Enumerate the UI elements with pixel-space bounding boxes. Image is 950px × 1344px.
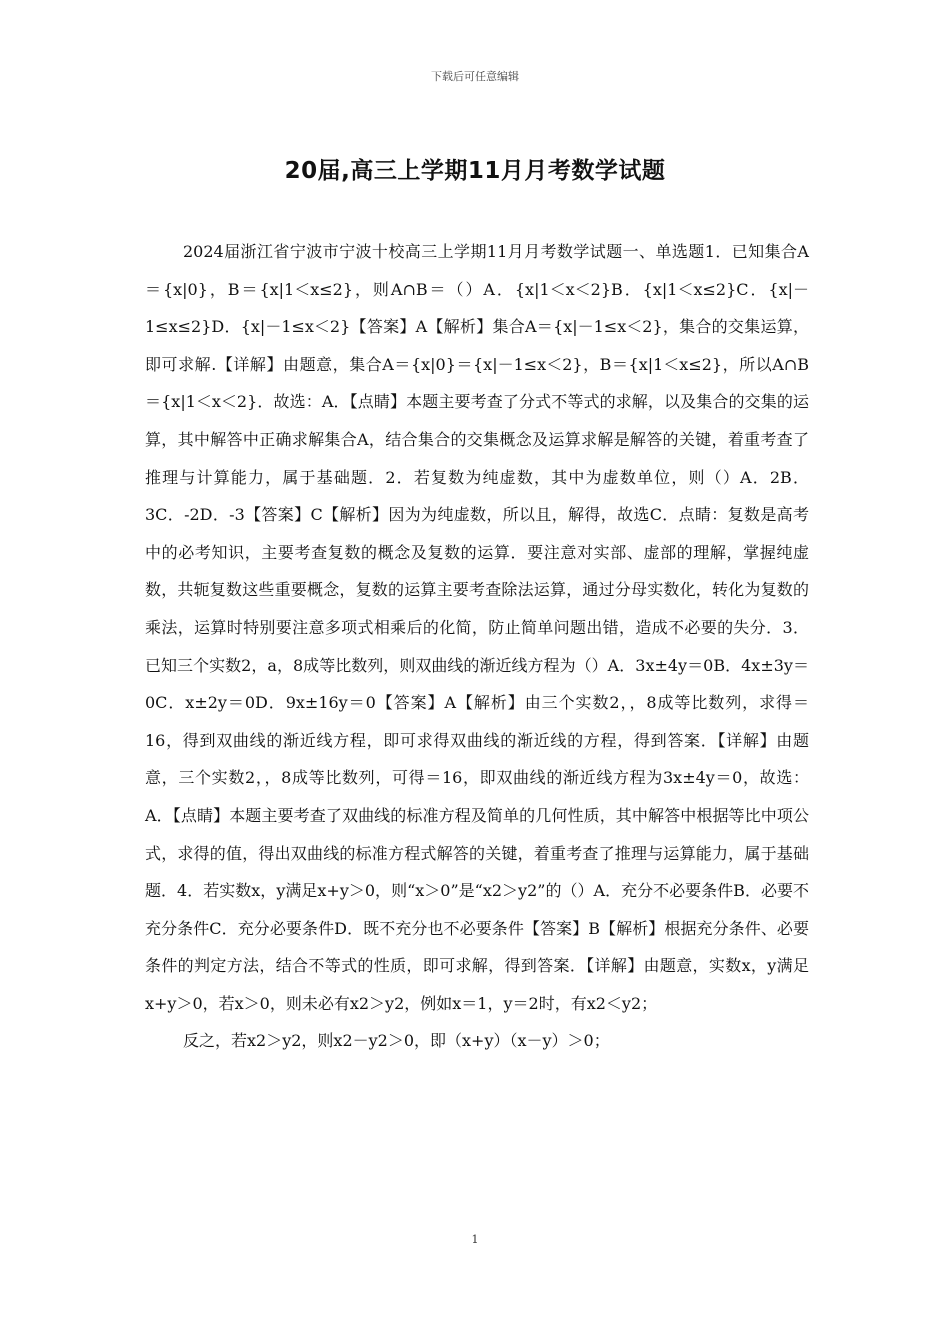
document-body xyxy=(145,233,809,1060)
body-paragraph-1: 2024届浙江省宁波市宁波十校高三上学期11月月考数学试题一、单选题1．已知集合A＝{x|0}，B＝{x|1＜x≤2}，则A∩B＝（）A．{x|1＜x＜2}B．{x|1＜x≤2}C．{x|－1≤x≤2}D．{x|－1≤x＜2}【答案】A【解析】集合A＝{x|－1≤x＜2}，集合的交集运算，即可求解.【详解】由题意，集合A＝{x|0}＝{x|－1≤x＜2}，B＝{x|1＜x≤2}，所以A∩B＝{x|1＜x＜2}．故选：A．【点睛】本题主要考查了分式不等式的求解，以及集合的交集的运算，其中解答中正确求解集合A，结合集合的交集概念及运算求解是解答的关键，着重考查了推理与计算能力，属于基础题．2．若复数为纯虚数，其中为虚数单位，则（）A．2B．3C．-2D．-3【答案】C【解析】因为为纯虚数，所以且，解得，故选C．点睛：复数是高考中的必考知识，主要考查复数的概念及复数的运算．要注意对实部、虚部的理解，掌握纯虚数，共轭复数这些重要概念，复数的运算主要考查除法运算，通过分母实数化，转化为复数的乘法，运算时特别要注意多项式相乘后的化简，防止简单问题出错，造成不必要的失分．3．已知三个实数2，a，8成等比数列，则双曲线的渐近线方程为（）A．3x±4y＝0B．4x±3y＝0C．x±2y＝0D．9x±16y＝0【答案】A【解析】由三个实数2，，8成等比数列，求得＝16，得到双曲线的渐近线方程，即可求得双曲线的渐近线的方程，得到答案．【详解】由题意，三个实数2，，8成等比数列，可得＝16，即双曲线的渐近线方程为3x±4y＝0，故选：A．【点睛】本题主要考查了双曲线的标准方程及简单的几何性质，其中解答中根据等比中项公式，求得的值，得出双曲线的标准方程式解答的关键，着重考查了推理与运算能力，属于基础题．4．若实数x，y满足x+y＞0，则“x＞0”是“x2＞y2”的（）A．充分不必要条件B．必要不充分条件C．充分必要条件D．既不充分也不必要条件【答案】B【解析】根据充分条件、必要条件的判定方法，结合不等式的性质，即可求解，得到答案．【详解】由题意，实数x，y满足x+y＞0，若x＞0，则未必有x2＞y2，例如x＝1，y＝2时，有x2＜y2； xyxy=(145,242,809,1013)
document-title: 20届,高三上学期11月月考数学试题 xyxy=(284,158,666,184)
page-number: 1 xyxy=(471,1233,479,1246)
page-header-note: 下载后可任意编辑 xyxy=(431,70,519,83)
body-paragraph-2: 反之，若x2＞y2，则x2－y2＞0，即（x+y）（x－y）＞0； xyxy=(183,1031,610,1051)
